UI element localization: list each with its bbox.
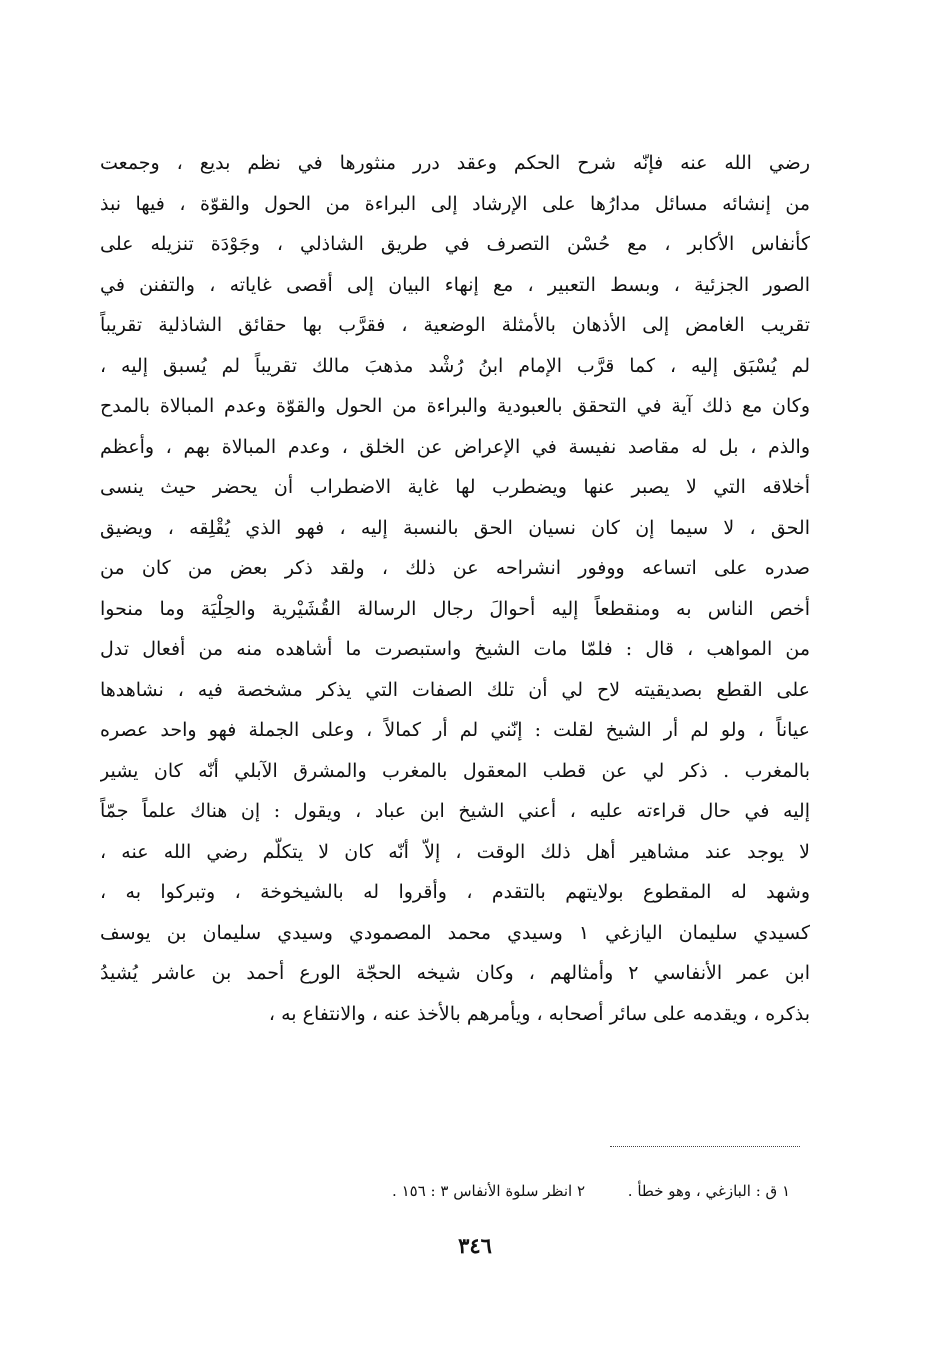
- text-line: كسيدي سليمان اليازغي ١ وسيدي محمد المصمودي وسيدي سليمان بن يوسف: [100, 921, 810, 944]
- footnote-1: ١ ق : البازغي ، وهو خطأ .: [627, 1182, 790, 1200]
- text-line: ابن عمر الأنفاسي ٢ وأمثالهم ، وكان شيخه الحجّة الورع أحمد بن عاشر يُشيدُ: [100, 962, 810, 984]
- text-line: لا يوجد عند مشاهير أهل ذلك الوقت ، إلاّ أنّه كان لا يتكلّم رضي الله عنه ،: [100, 840, 810, 863]
- text-line: عياناً ، ولو لم أر الشيخ لقلت : إنّني لم أر كمالاً ، وعلى الجملة فهو واحد عصره: [100, 719, 810, 741]
- text-line: وكان مع ذلك آية في التحقق بالعبودية والبراءة من الحول والقوّة وعدم المبالاة بالمدح: [100, 395, 810, 417]
- text-line: تقريب الغامض إلى الأذهان بالأمثلة الوضعية ، فقرَّب بها حقائق الشاذلية تقريباً: [100, 314, 810, 336]
- text-line: أخص الناس به ومنقطعاً إليه أحوالَ رجال الرسالة القُشَيْرية والحِلْيَة وما منحوا: [100, 597, 810, 620]
- text-line: على القطع بصديقيته لاح لي أن تلك الصفات التي يذكر مشخصة فيه ، نشاهدها: [100, 678, 810, 701]
- text-line: الصور الجزئية ، وبسط التعبير ، مع إنهاء البيان إلى أقصى غاياته ، والتفنن في: [100, 273, 810, 296]
- text-line: لم يُسْبَق إليه ، كما قرَّب الإمام ابنُ رُشْد مذهبَ مالك تقريباً لم يُسبق إليه ،: [100, 354, 810, 377]
- page-number: ٣٤٦: [458, 1233, 492, 1258]
- text-line: الحق ، لا سيما إن كان نسيان الحق بالنسبة إليه ، فهو الذي يُقْلِقه ، ويضيق: [100, 516, 810, 539]
- footnote-2: ٢ انظر سلوة الأنفاس ٣ : ١٥٦ .: [392, 1182, 585, 1200]
- footnotes: [150, 1176, 790, 1206]
- text-line: أخلاقه التي لا يصبر عنها ويضطرب لها غاية الاضطراب أن يحضر حيث ينسى: [100, 476, 810, 498]
- text-line: إليه في حال قراءته عليه ، أعني الشيخ ابن عباد ، ويقول : إن هناك علماً جمّاً: [100, 800, 810, 822]
- text-line: صدره على اتساعه ووفور انشراحه عن ذلك ، ولقد ذكر بعض من كان من: [100, 557, 810, 579]
- footnote-divider: [610, 1146, 800, 1147]
- text-line: من إنشائه مسائل مدارُها على الإرشاد إلى البراءة من الحول والقوّة ، فيها نبذ: [100, 192, 810, 215]
- text-line: بالمغرب . ذكر لي عن قطب المعقول بالمغرب والمشرق الآبلي أنّه كان يشير: [100, 759, 810, 782]
- main-text-block: [100, 143, 810, 1034]
- text-line: وشهد له المقطوع بولايتهم بالتقدم ، وأقروا له بالشيخوخة ، وتبركوا به ،: [100, 881, 810, 903]
- text-line: بذكره ، ويقدمه على سائر أصحابه ، ويأمرهم بالأخذ عنه ، والانتفاع به ،: [268, 1002, 810, 1025]
- text-line: رضي الله عنه فإنّه شرح الحكم وعقد درر منثورها في نظم بديع ، وجمعت: [100, 152, 810, 174]
- text-line: من المواهب ، قال : فلمّا مات الشيخ واستبصرت ما أشاهده منه من أفعال تدل: [100, 638, 810, 660]
- text-line: كأنفاس الأكابر ، مع حُسْن التصرف في طريق الشاذلي ، وجَوْدَة تنزيله على: [100, 233, 810, 255]
- text-line: والذم ، بل له مقاصد نفيسة في الإعراض عن الخلق ، وعدم المبالاة بهم ، وأعظم: [100, 435, 810, 458]
